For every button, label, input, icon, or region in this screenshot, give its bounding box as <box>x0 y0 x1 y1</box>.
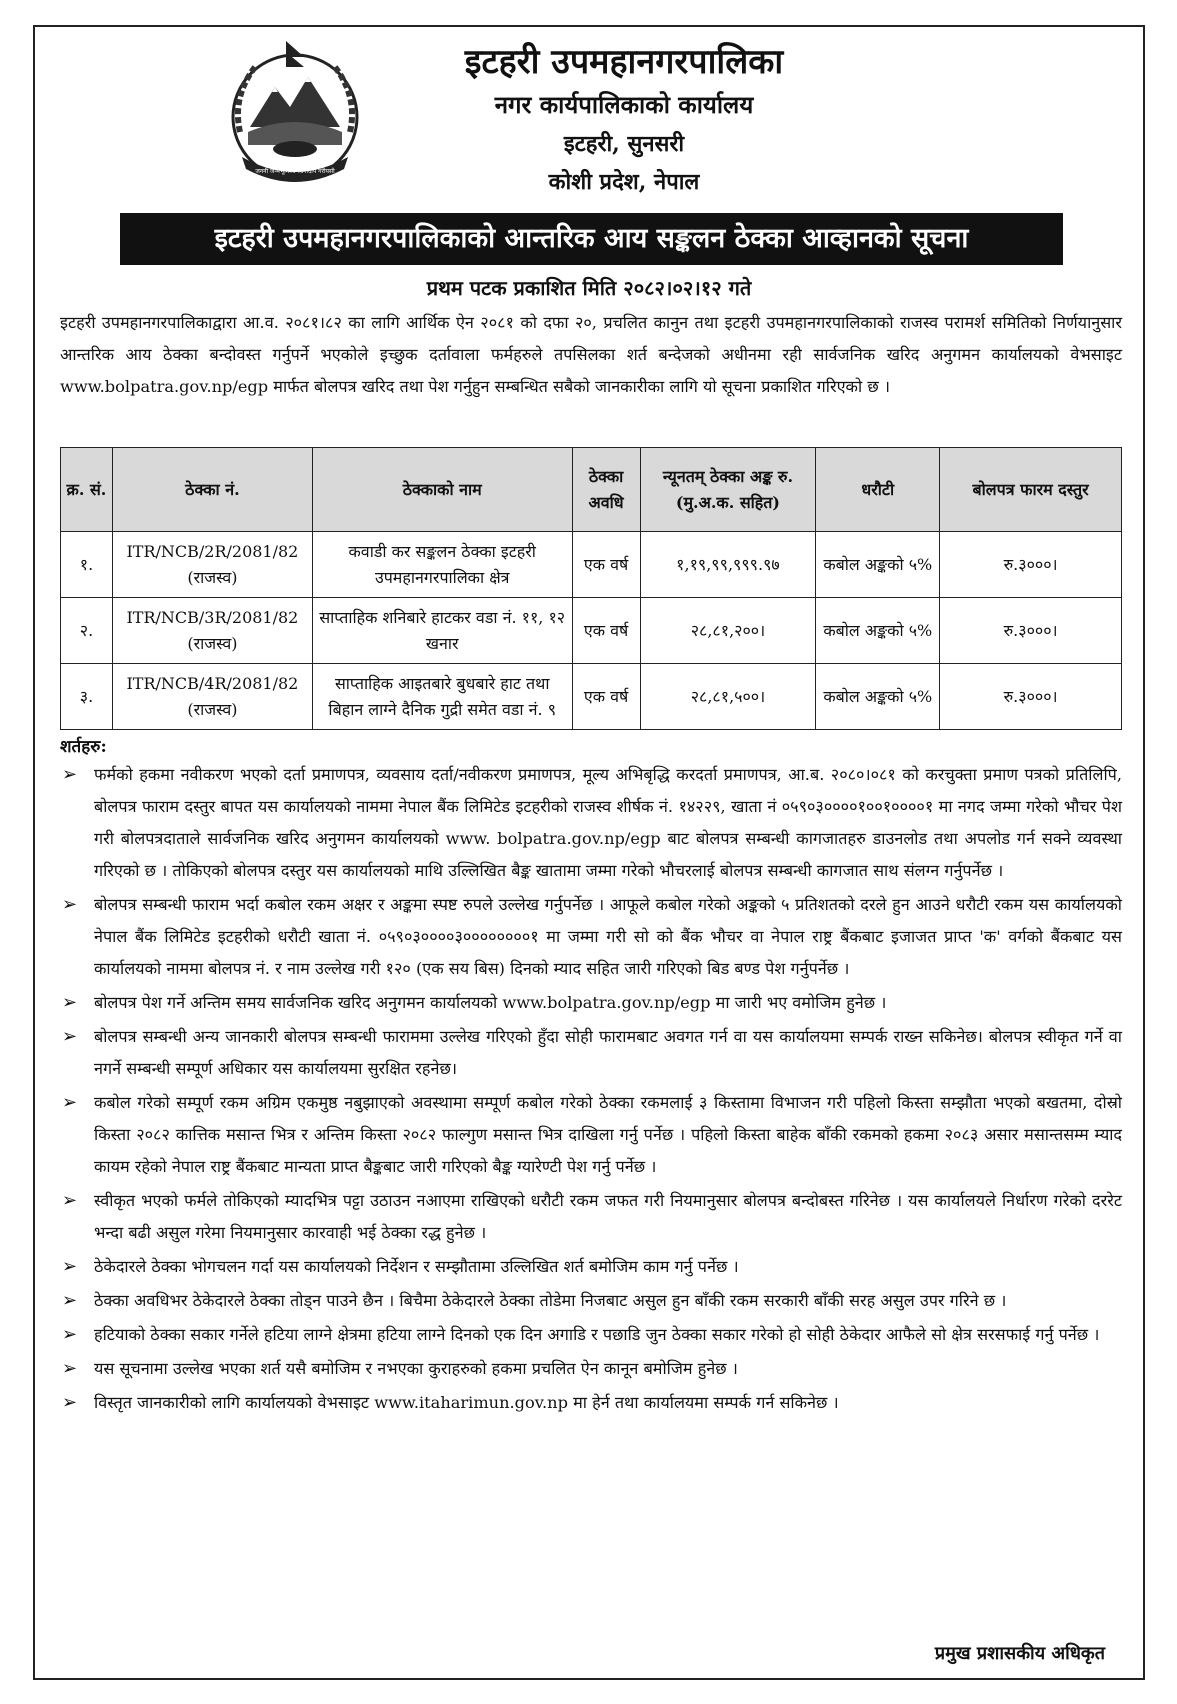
arrow-bullet-icon: ➢ <box>62 1324 78 1345</box>
office-location: इटहरी, सुनसरी <box>563 131 685 157</box>
condition-text: बोलपत्र सम्बन्धी फाराम भर्दा कबोल रकम अक्षर र अङ्कमा स्पष्ट रुपले उल्लेख गर्नुपर्नेछ । आफूले कबोल गरेको अङ्कको ५ प्रतिशतको दरले हुन आउने धरौटी रकम यस कार्यालयको नेपाल बैंक लिमिटेड इटहरीको धरौटी खाता नं. ०५९०३००००३००००००००१ मा जम्मा गरी सो को बैंक भौचर वा नेपाल राष्ट्र बैंकबाट इजाजत प्राप्त 'क' वर्गको बैंकबाट यस कार्यालयको नाममा बोलपत्र नं. र नाम उल्लेख गरी १२० (एक सय बिस) दिनको म्याद सहित जारी गरिएको बिड बण्ड पेश गर्नुपर्नेछ । <box>94 895 1122 978</box>
cell-form-fee: रु.३०००। <box>940 598 1122 664</box>
list-item <box>60 759 1122 887</box>
cell-sn: १. <box>61 532 113 598</box>
notice-title-banner: इटहरी उपमहानगरपालिकाको आन्तरिक आय सङ्कलन ठेक्का आव्हानको सूचना <box>120 213 1063 265</box>
cell-contract-name: साप्ताहिक शनिबारे हाटकर वडा नं. ११, १२ खनार <box>312 598 572 664</box>
col-header-contract-no: ठेक्का नं. <box>112 448 312 532</box>
condition-text: हटियाको ठेक्का सकार गर्नेले हटिया लाग्ने क्षेत्रमा हटिया लाग्ने दिनको एक दिन अगाडि र पछाडि जुन ठेक्का सकार गरेको हो सोही ठेकेदार आफैले सो क्षेत्र सरसफाई गर्नु पर्नेछ । <box>94 1325 1100 1344</box>
cell-contract-no: ITR/NCB/4R/2081/82 (राजस्व) <box>112 664 312 730</box>
arrow-bullet-icon: ➢ <box>62 1392 78 1413</box>
table-row <box>61 532 1122 598</box>
list-item <box>60 1251 1122 1283</box>
condition-text: ठेक्का अवधिभर ठेकेदारले ठेक्का तोड्न पाउने छैन । बिचैमा ठेकेदारले ठेक्का तोडेमा निजबाट असुल हुन बाँकी रकम सरकारी बाँकी सरह असुल उपर गरिने छ । <box>94 1291 1007 1310</box>
arrow-bullet-icon: ➢ <box>62 1256 78 1277</box>
condition-text: फर्मको हकमा नवीकरण भएको दर्ता प्रमाणपत्र, व्यवसाय दर्ता/नवीकरण प्रमाणपत्र, मूल्य अभिबृद्धि करदर्ता प्रमाणपत्र, आ.ब. २०८०।०८१ को करचुक्ता प्रमाण पत्रको प्रतिलिपि, बोलपत्र फाराम दस्तुर बापत यस कार्यालयको नाममा नेपाल बैंक लिमिटेड इटहरीको राजस्व शीर्षक नं. १४२२९, खाता नं ०५९०३००००१००१००००१ मा नगद जम्मा गरेको भौचर पेश गरी बोलपत्रदाताले सार्वजनिक खरिद अनुगमन कार्यालयको www. bolpatra.gov.np/egp बाट बोलपत्र सम्बन्धी कागजातहरु डाउनलोड तथा अपलोड गर्न सक्ने व्यवस्था गरिएको छ । तोकिएको बोलपत्र दस्तुर यस कार्यालयको माथि उल्लिखित बैङ्क खातामा जम्मा गरेको भौचरलाई बोलपत्र सम्बन्धी कागजात साथ संलग्न गर्नुपर्नेछ । <box>94 765 1122 880</box>
cell-period: एक वर्ष <box>572 532 640 598</box>
condition-text: ठेकेदारले ठेक्का भोगचलन गर्दा यस कार्यालयको निर्देशन र सम्झौतामा उल्लिखित शर्त बमोजिम काम गर्नु पर्नेछ । <box>94 1257 739 1276</box>
arrow-bullet-icon: ➢ <box>62 1358 78 1379</box>
cell-sn: ३. <box>61 664 113 730</box>
cell-deposit: कबोल अङ्कको ५% <box>816 532 940 598</box>
svg-text:जननी जन्मभूमिश्च स्वर्गादपि गर: जननी जन्मभूमिश्च स्वर्गादपि गरीयसी <box>255 168 335 175</box>
list-item <box>60 1087 1122 1183</box>
cell-contract-no: ITR/NCB/2R/2081/82 (राजस्व) <box>112 532 312 598</box>
list-item <box>60 1387 1122 1419</box>
arrow-bullet-icon: ➢ <box>62 1092 78 1113</box>
office-province: कोशी प्रदेश, नेपाल <box>548 169 700 195</box>
intro-paragraph: इटहरी उपमहानगरपालिकाद्वारा आ.व. २०८१।८२ का लागि आर्थिक ऐन २०८१ को दफा २०, प्रचलित कानुन तथा इटहरी उपमहानगरपालिकाको राजस्व परामर्श समितिको निर्णयानुसार आन्तरिक आय ठेक्का बन्दोवस्त गर्नुपर्ने भएकोले इच्छुक दर्तावाला फर्महरुले तपसिलका शर्त बन्देजको अधीनमा रही सार्वजनिक खरिद अनुगमन कार्यालयको वेभसाइट www.bolpatra.gov.np/egp मार्फत बोलपत्र खरिद तथा पेश गर्नुहुन सम्बन्धित सबैको जानकारीका लागि यो सूचना प्रकाशित गरिएको छ । <box>60 313 1122 396</box>
cell-deposit: कबोल अङ्कको ५% <box>816 598 940 664</box>
cell-form-fee: रु.३०००। <box>940 532 1122 598</box>
col-header-form-fee: बोलपत्र फारम दस्तुर <box>940 448 1122 532</box>
condition-text: स्वीकृत भएको फर्मले तोकिएको म्यादभित्र पट्टा उठाउन नआएमा राखिएको धरौटी रकम जफत गरी नियमानुसार बोलपत्र बन्दोबस्त गरिनेछ । यस कार्यालयले निर्धारण गरेको दररेट भन्दा बढी असुल गरेमा नियमानुसार कारवाही भई ठेक्का रद्ध हुनेछ । <box>94 1191 1122 1242</box>
list-item <box>60 987 1122 1019</box>
condition-text: कबोल गरेको सम्पूर्ण रकम अग्रिम एकमुष्ठ नबुझाएको अवस्थामा सम्पूर्ण कबोल गरेको ठेक्का रकमलाई ३ किस्तामा विभाजन गरी पहिलो किस्ता सम्झौता भएको बखतमा, दोस्रो किस्ता २०८२ कात्तिक मसान्त भित्र र अन्तिम किस्ता २०८२ फाल्गुण मसान्त भित्र दाखिला गर्नु पर्नेछ । पहिलो किस्ता बाहेक बाँकी रकमको हकमा २०८३ असार मसान्तसम्म म्याद कायम रहेको नेपाल राष्ट्र बैंकबाट मान्यता प्राप्त बैङ्कबाट जारी गरिएको बैङ्क ग्यारेण्टी पेश गर्नु पर्नेछ । <box>94 1093 1122 1176</box>
cell-period: एक वर्ष <box>572 664 640 730</box>
office-header <box>35 39 1143 201</box>
condition-text: विस्तृत जानकारीको लागि कार्यालयको वेभसाइट www.itaharimun.gov.np मा हेर्न तथा कार्यालयमा सम्पर्क गर्न सकिनेछ । <box>94 1393 839 1412</box>
list-item <box>60 889 1122 985</box>
municipality-name: इटहरी उपमहानगरपालिका <box>464 42 784 82</box>
arrow-bullet-icon: ➢ <box>62 992 78 1013</box>
cell-sn: २. <box>61 598 113 664</box>
notice-frame <box>33 25 1145 1680</box>
table-row <box>61 598 1122 664</box>
list-item <box>60 1353 1122 1385</box>
tender-table <box>60 447 1122 730</box>
cell-min-amount: २८,८१,५००। <box>640 664 816 730</box>
list-item <box>60 1285 1122 1317</box>
list-item <box>60 1021 1122 1085</box>
cell-period: एक वर्ष <box>572 598 640 664</box>
signatory-title: प्रमुख प्रशासकीय अधिकृत <box>934 1643 1105 1664</box>
cell-contract-name: साप्ताहिक आइतबारे बुधबारे हाट तथा बिहान लाग्ने दैनिक गुद्री समेत वडा नं. ९ <box>312 664 572 730</box>
arrow-bullet-icon: ➢ <box>62 764 78 785</box>
table-row <box>61 664 1122 730</box>
cell-contract-no: ITR/NCB/3R/2081/82 (राजस्व) <box>112 598 312 664</box>
table-header-row <box>61 448 1122 532</box>
list-item <box>60 1185 1122 1249</box>
cell-form-fee: रु.३०००। <box>940 664 1122 730</box>
arrow-bullet-icon: ➢ <box>62 1190 78 1211</box>
office-name: नगर कार्यपालिकाको कार्यालय <box>494 90 754 119</box>
list-item <box>60 1319 1122 1351</box>
col-header-contract-name: ठेक्काको नाम <box>312 448 572 532</box>
cell-min-amount: २८,८१,२००। <box>640 598 816 664</box>
cell-min-amount: १,१९,९९,९९९.९७ <box>640 532 816 598</box>
cell-deposit: कबोल अङ्कको ५% <box>816 664 940 730</box>
col-header-sn: क्र. सं. <box>61 448 113 532</box>
publication-date: प्रथम पटक प्रकाशित मिति २०८२।०२।१२ गते <box>426 276 752 300</box>
arrow-bullet-icon: ➢ <box>62 1026 78 1047</box>
conditions-list <box>60 759 1122 1421</box>
condition-text: बोलपत्र पेश गर्ने अन्तिम समय सार्वजनिक खरिद अनुगमन कार्यालयको www.bolpatra.gov.np/egp मा जारी भए वमोजिम हुनेछ । <box>94 993 887 1012</box>
cell-contract-name: कवाडी कर सङ्कलन ठेक्का इटहरी उपमहानगरपालिका क्षेत्र <box>312 532 572 598</box>
col-header-period: ठेक्का अवधि <box>572 448 640 532</box>
condition-text: यस सूचनामा उल्लेख भएका शर्त यसै बमोजिम र नभएका कुराहरुको हकमा प्रचलित ऐन कानून बमोजिम हुनेछ । <box>94 1359 738 1378</box>
arrow-bullet-icon: ➢ <box>62 894 78 915</box>
col-header-deposit: धरौटी <box>816 448 940 532</box>
col-header-min-amount: न्यूनतम् ठेक्का अङ्क रु. (मु.अ.क. सहित) <box>640 448 816 532</box>
arrow-bullet-icon: ➢ <box>62 1290 78 1311</box>
conditions-title: शर्तहरु: <box>60 737 107 757</box>
condition-text: बोलपत्र सम्बन्धी अन्य जानकारी बोलपत्र सम्बन्धी फाराममा उल्लेख गरिएको हुँदा सोही फारामबाट अवगत गर्न वा यस कार्यालयमा सम्पर्क राख्न सकिनेछ। बोलपत्र स्वीकृत गर्ने वा नगर्ने सम्बन्धी सम्पूर्ण अधिकार यस कार्यालयमा सुरक्षित रहनेछ। <box>94 1027 1122 1078</box>
